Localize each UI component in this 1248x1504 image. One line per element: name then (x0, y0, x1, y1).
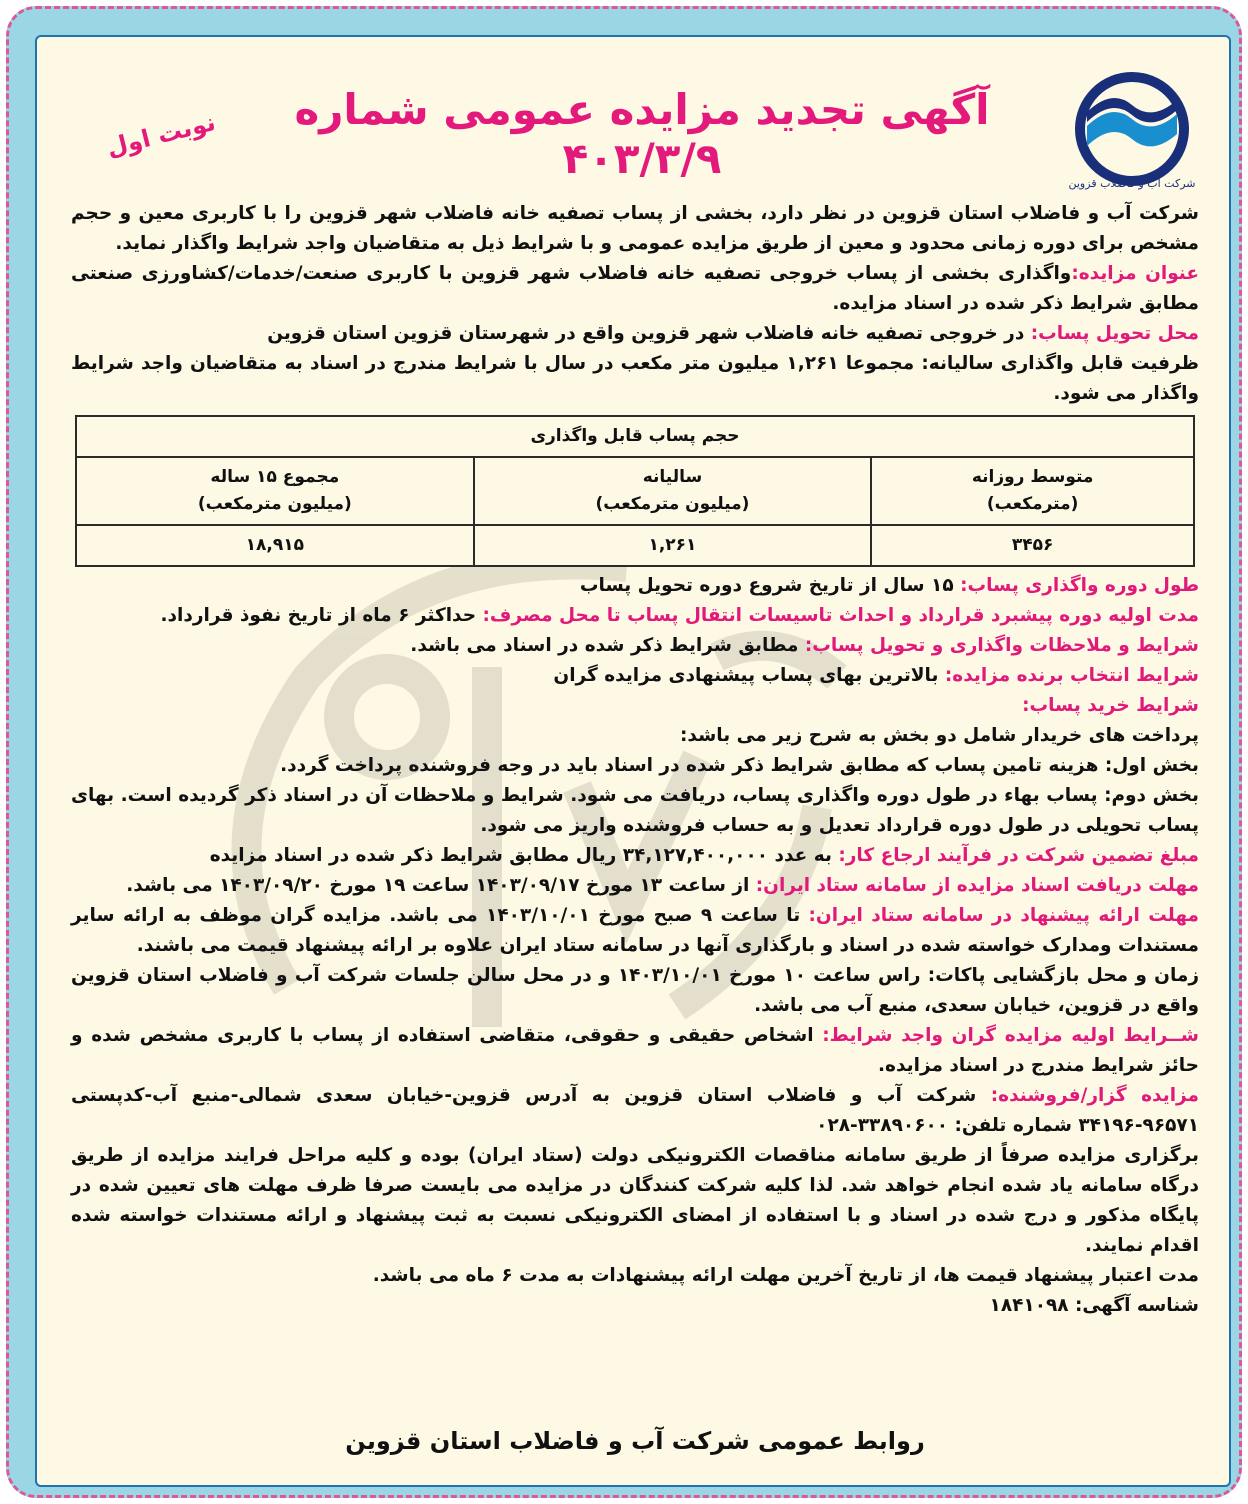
table-header-cell: مجموع ۱۵ ساله (میلیون مترمکعب) (76, 457, 474, 525)
intro-paragraph: شرکت آب و فاضلاب استان قزوین در نظر دارد، بخشی از پساب تصفیه خانه فاضلاب شهر قزوین را با کاربری معین و حجم مشخص برای دوره زمانی محدود و معین از طریق مزایده عمومی و با شرایط ذیل به متقاضیان واجد شرایط واگذار نماید. (71, 203, 1199, 254)
item-capacity: ظرفیت قابل واگذاری سالیانه: مجموعا ۱,۲۶۱ میلیون متر مکعب در سال با شرایط مندرج در اسناد به متقاضیان واجد شرایط واگذار می شود. (71, 353, 1199, 404)
table-caption: حجم پساب قابل واگذاری (76, 416, 1194, 457)
table-header-cell: سالیانه (میلیون مترمکعب) (474, 457, 872, 525)
item-guarantee: مبلغ تضمین شرکت در فرآیند ارجاع کار: به عدد ۳۴,۱۲۷,۴۰۰,۰۰۰ ریال مطابق شرایط ذکر شده در اسناد مزایده (209, 845, 1199, 866)
volume-table (75, 415, 1195, 567)
item-document-deadline: مهلت دریافت اسناد مزایده از سامانه ستاد ایران: از ساعت ۱۳ مورخ ۱۴۰۳/۰۹/۱۷ ساعت ۱۹ مورخ ۱۴۰۳/۰۹/۲۰ می باشد. (126, 875, 1199, 896)
outer-frame (6, 6, 1242, 1498)
item-opening: زمان و محل بازگشایی پاکات: راس ساعت ۱۰ مورخ ۱۴۰۳/۱۰/۰۱ و در محل سالن جلسات شرکت آب و فاضلاب استان قزوین واقع در قزوین، خیابان سعدی، منبع آب می باشد. (71, 965, 1199, 1016)
item-purchase: شرایط خرید پساب: (1022, 695, 1199, 716)
item-label: عنوان مزایده: (1071, 263, 1199, 284)
table-header-cell: متوسط روزانه (مترمکعب) (871, 457, 1194, 525)
item-text: واگذاری بخشی از پساب خروجی تصفیه خانه فاضلاب شهر قزوین با کاربری صنعت/خدمات/کشاورزی صنعتی مطابق شرایط ذکر شده در اسناد مزایده. (71, 263, 1199, 314)
header (37, 37, 1231, 190)
item-validity: مدت اعتبار پیشنهاد قیمت ها، از تاریخ آخرین مهلت ارائه پیشنهادات به مدت ۶ ماه می باشد. (372, 1265, 1199, 1286)
item-period: طول دوره واگذاری پساب: ۱۵ سال از تاریخ شروع دوره تحویل پساب (579, 575, 1199, 596)
item-payments: پرداخت های خریدار شامل دو بخش به شرح زیر می باشد: (680, 725, 1199, 746)
item-initial-period: مدت اولیه دوره پیشبرد قرارداد و احداث تاسیسات انتقال پساب تا محل مصرف: حداکثر ۶ ماه از تاریخ نفوذ قرارداد. (160, 605, 1199, 626)
item-label: محل تحویل پساب: (1030, 323, 1199, 344)
table-cell: ۱,۲۶۱ (474, 525, 872, 566)
item-seller: مزایده گزار/فروشنده: شرکت آب و فاضلاب استان قزوین به آدرس قزوین-خیابان سعدی شمالی-منبع آب-کدپستی ۹۶۵۷۱-۳۴۱۹۶ شماره تلفن: ۳۳۸۹۰۶۰۰-۰۲۸ (71, 1085, 1199, 1136)
item-setad: برگزاری مزایده صرفاً از طریق سامانه مناقصات الکترونیکی دولت (ستاد ایران) بوده و کلیه مراحل فرایند مزایده از طریق درگاه سامانه یاد شده انجام خواهد شد. لذا کلیه شرکت کنندگان در مزایده می بایست صرفا ظرف مهلت های تعیین شده در پایگاه مذکور و درج شده در اسناد و با استفاده از امضای الکترونیکی نسبت به ثبت پیشنهاد و ارائه مستندات خواسته شده اقدام نمایند. (71, 1145, 1199, 1256)
ad-panel (35, 35, 1231, 1487)
item-text: در خروجی تصفیه خانه فاضلاب شهر قزوین واقع در شهرستان قزوین استان قزوین (267, 323, 1031, 344)
table-row (76, 525, 1194, 566)
nobat-badge: نوبت اول (103, 108, 219, 162)
logo-caption: شرکت آب و فاضلاب قزوین (1068, 177, 1196, 190)
ad-body (71, 199, 1199, 1321)
item-conditions: شرایط و ملاحظات واگذاری و تحویل پساب: مطابق شرایط ذکر شده در اسناد می باشد. (410, 635, 1199, 656)
item-winner: شرایط انتخاب برنده مزایده: بالاترین بهای پساب پیشنهادی مزایده گران (553, 665, 1199, 686)
item-ad-id: شناسه آگهی: ۱۸۴۱۰۹۸ (989, 1295, 1199, 1316)
table-cell: ۱۸,۹۱۵ (76, 525, 474, 566)
item-bid-deadline: مهلت ارائه پیشنهاد در سامانه ستاد ایران: تا ساعت ۹ صبح مورخ ۱۴۰۳/۱۰/۰۱ می باشد. مزایده گران موظف به ارائه سایر مستندات ومدارک خواسته شده در اسناد و بارگذاری آنها در سامانه ستاد ایران علاوه بر ارائه پیشنهاد قیمت می باشند. (71, 905, 1199, 956)
item-part-one: بخش اول: هزینه تامین پساب که مطابق شرایط ذکر شده در اسناد باید در وجه فروشنده پرداخت گردد. (280, 755, 1199, 776)
item-title (71, 259, 1199, 319)
footer-signature: روابط عمومی شرکت آب و فاضلاب استان قزوین (345, 1427, 925, 1455)
item-delivery (71, 319, 1199, 349)
item-eligibility: شــرایط اولیه مزایده گران واجد شرایط: اشخاص حقیقی و حقوقی، متقاضی استفاده از پساب با کاربری مشخص شده و حائز شرایط مندرج در اسناد مزایده. (71, 1025, 1199, 1076)
table-cell: ۳۴۵۶ (871, 525, 1194, 566)
page-title: آگهی تجدید مزایده عمومی شماره ۴۰۳/۳/۹ (294, 85, 990, 183)
item-part-two: بخش دوم: پساب بهاء در طول دوره واگذاری پساب، دریافت می شود. شرایط و ملاحظات آن در اسناد ذکر گردیده است. بهای پساب تحویلی در طول دوره قرارداد تعدیل و به حساب فروشنده واریز می شود. (71, 785, 1199, 836)
table-header-row (76, 457, 1194, 525)
